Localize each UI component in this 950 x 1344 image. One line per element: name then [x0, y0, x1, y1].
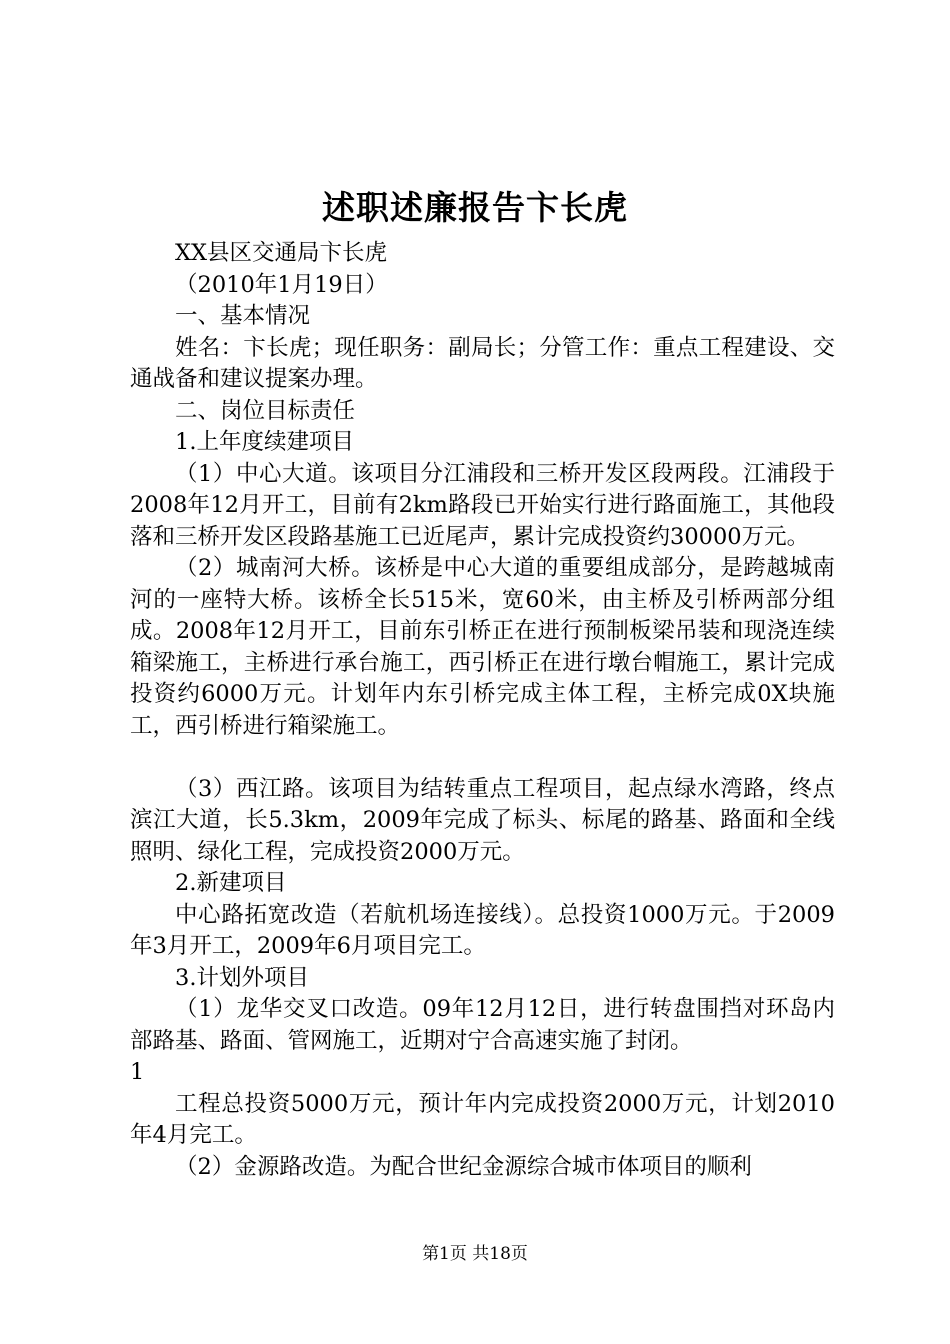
subheading-unplanned-projects: 3.计划外项目 [175, 964, 309, 991]
paragraph-basic-info: 姓名：卞长虎；现任职务：副局长；分管工作：重点工程建设、交通战备和建议提案办理。 [130, 334, 835, 392]
date-line: （2010年1月19日） [175, 271, 388, 298]
paragraph-jinyuan-road: （2）金源路改造。为配合世纪金源综合城市体项目的顺利 [175, 1153, 752, 1180]
paragraph-zhongxin-road: 中心路拓宽改造（若航机场连接线）。总投资1000万元。于2009年3月开工，2009年6月项目完工。 [130, 901, 835, 959]
paragraph-xijiang-road: （3）西江路。该项目为结转重点工程项目，起点绿水湾路，终点滨江大道，长5.3km，2009年完成了标头、标尾的路基、路面和全线照明、绿化工程，完成投资2000万元。 [130, 775, 835, 865]
document-body [130, 238, 835, 1183]
paragraph-chengnan-bridge: （2）城南河大桥。该桥是中心大道的重要组成部分，是跨越城南河的一座特大桥。该桥全长515米，宽60米，由主桥及引桥两部分组成。2008年12月开工，目前东引桥正在进行预制板梁吊装和现浇连续箱梁施工，主桥进行承台施工，西引桥正在进行墩台帽施工，累计完成投资约6000万元。计划年内东引桥完成主体工程，主桥完成0X块施工，西引桥进行箱梁施工。 [130, 555, 835, 739]
section-heading-post-responsibility: 二、岗位目标责任 [175, 397, 356, 424]
section-heading-basic-info: 一、基本情况 [175, 303, 311, 329]
paragraph-investment: 工程总投资5000万元，预计年内完成投资2000万元，计划2010年4月完工。 [130, 1090, 835, 1148]
paragraph-central-avenue: （1）中心大道。该项目分江浦段和三桥开发区段两段。江浦段于2008年12月开工，目前有2km路段已开始实行进行路面施工，其他段落和三桥开发区段路基施工已近尾声，累计完成投资约30000万元。 [130, 460, 835, 550]
paragraph-longhua-intersection: （1）龙华交叉口改造。09年12月12日，进行转盘围挡对环岛内部路基、路面、管网施工，近期对宁合高速实施了封闭。 [130, 996, 835, 1054]
page-footer: 第1页 共18页 [422, 1244, 528, 1264]
subheading-new-projects: 2.新建项目 [175, 870, 287, 896]
subheading-continued-projects: 1.上年度续建项目 [175, 429, 354, 455]
author-line: XX县区交通局卞长虎 [175, 240, 388, 266]
stray-page-number: 1 [130, 1059, 145, 1085]
document-title: 述职述廉报告卞长虎 [322, 188, 628, 227]
